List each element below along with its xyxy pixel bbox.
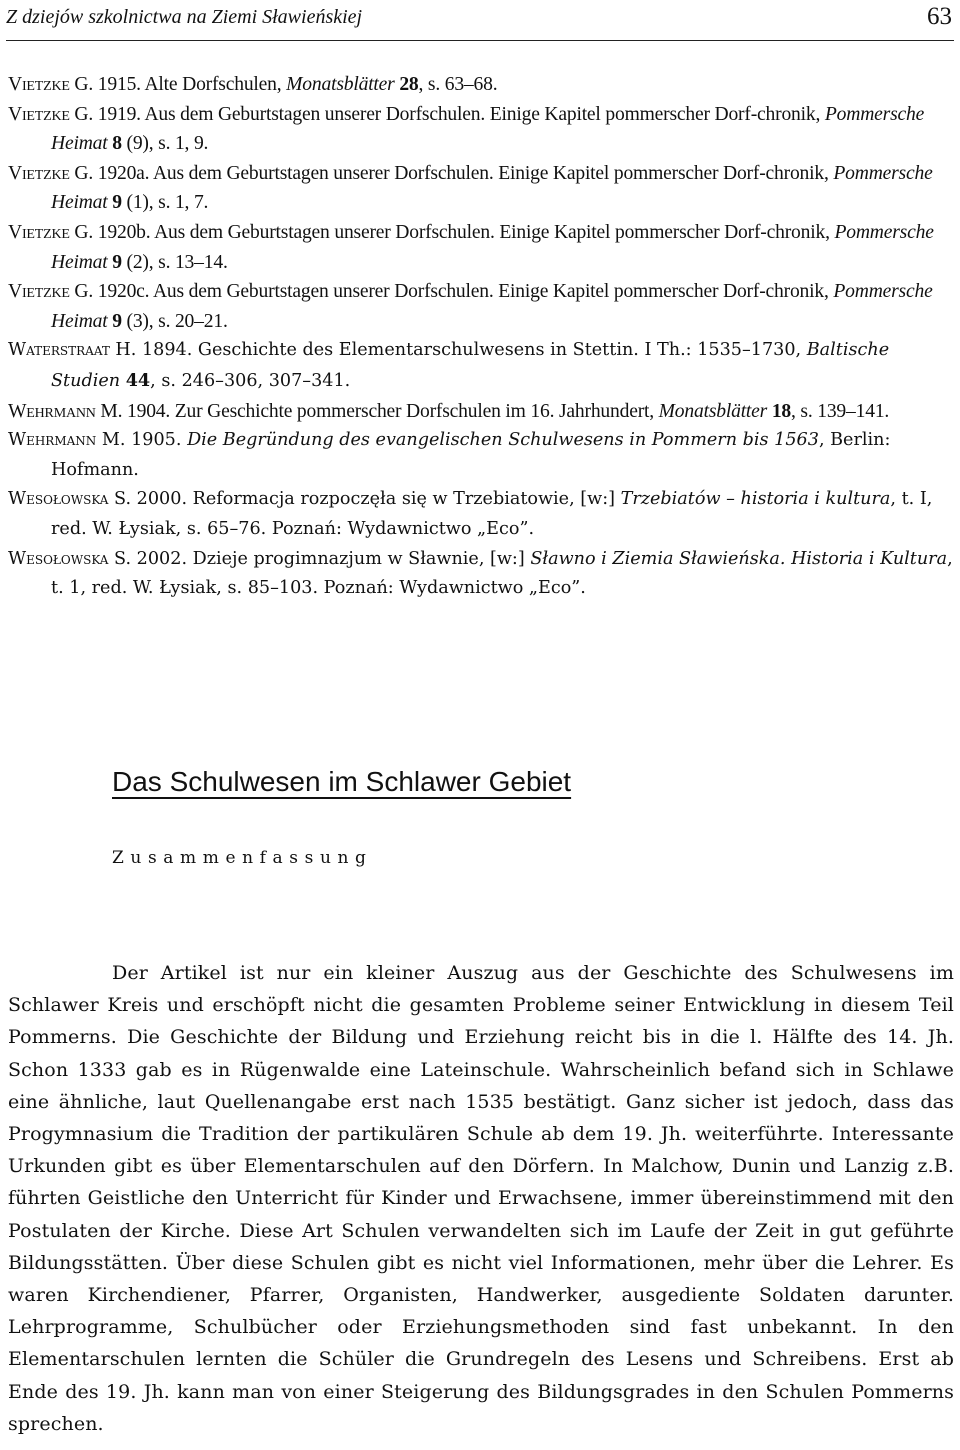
author-name: Vietzke: [8, 162, 70, 184]
reference-text: S. 2000. Reformacja rozpoczęła się w Trzebiatowie, [w:]: [108, 489, 621, 510]
volume-number: 44: [125, 369, 151, 391]
publication-title: Pommersche Heimat: [51, 103, 925, 155]
bibliography-entry: [8, 426, 956, 485]
bibliography-entry: [8, 70, 956, 100]
author-name: Waterstraat: [8, 340, 110, 361]
author-name: Wehrmann: [8, 430, 97, 451]
publication-title: Die Begründung des evangelischen Schulwesens in Pommern bis 1563: [187, 430, 819, 451]
author-name: Vietzke: [8, 103, 70, 125]
reference-text: , t. 1, red. W. Łysiak, s. 85–103. Poznań: Wydawnictwo „Eco”.: [51, 548, 953, 599]
reference-text: , s. 63–68.: [418, 74, 498, 95]
volume-number: 9: [112, 251, 122, 273]
volume-number: 9: [112, 310, 122, 332]
reference-text: S. 2002. Dzieje progimnazjum w Sławnie, [w:]: [108, 548, 531, 569]
volume-number: 9: [112, 192, 122, 214]
reference-text: , t. I, red. W. Łysiak, s. 65–76. Poznań: Wydawnictwo „Eco”.: [51, 489, 933, 539]
bibliography-entry: [8, 277, 956, 336]
publication-title: Monatsblätter: [658, 400, 768, 422]
section-title: Das Schulwesen im Schlawer Gebiet: [112, 766, 572, 797]
publication-title: Baltische Studien: [51, 340, 890, 391]
publication-title: Pommersche Heimat: [51, 221, 934, 273]
author-name: Wesołowska: [8, 489, 109, 510]
bibliography-entry: [8, 485, 956, 544]
publication-title: Trzebiatów – historia i kultura: [620, 489, 891, 510]
reference-text: (2), s. 13–14.: [121, 251, 228, 273]
reference-text: (9), s. 1, 9.: [121, 133, 209, 155]
author-name: Wesołowska: [8, 548, 109, 569]
reference-text: G. 1920a. Aus dem Geburtstagen unserer Dorfschulen. Einige Kapitel pommerscher Dorf-chronik,: [69, 162, 834, 184]
publication-title: Pommersche Heimat: [51, 162, 933, 214]
bibliography-entry: [8, 545, 956, 604]
author-name: Vietzke: [8, 281, 70, 303]
reference-text: , Berlin: Hofmann.: [51, 430, 891, 480]
publication-title: Sławno i Ziemia Sławieńska. Historia i Kultura: [530, 548, 948, 569]
reference-text: , s. 139–141.: [791, 400, 890, 422]
author-name: Wehrmann: [8, 400, 96, 422]
reference-text: M. 1904. Zur Geschichte pommerscher Dorfschulen im 16. Jahrhundert,: [95, 400, 659, 422]
bibliography-entry: [8, 218, 956, 277]
reference-text: G. 1920b. Aus dem Geburtstagen unserer Dorfschulen. Einige Kapitel pommerscher Dorf-chronik,: [69, 221, 835, 243]
section-subtitle: Zusammenfassung: [112, 848, 373, 868]
bibliography-list: [8, 70, 956, 604]
reference-text: G. 1919. Aus dem Geburtstagen unserer Dorfschulen. Einige Kapitel pommerscher Dorf-chronik,: [69, 103, 825, 125]
reference-text: H. 1894. Geschichte des Elementarschulwesens in Stettin. I Th.: 1535–1730,: [109, 340, 807, 361]
bibliography-entry: [8, 100, 956, 159]
reference-text: (3), s. 20–21.: [121, 310, 228, 332]
author-name: Vietzke: [8, 221, 70, 243]
volume-number: 28: [399, 74, 419, 95]
bibliography-entry: [8, 336, 956, 396]
reference-text: G. 1920c. Aus dem Geburtstagen unserer Dorfschulen. Einige Kapitel pommerscher Dorf-chronik,: [69, 281, 834, 303]
summary-paragraph: Der Artikel ist nur ein kleiner Auszug aus der Geschichte des Schulwesens im Schlawer Kreis und erschöpft nicht die gesamten Probleme seiner Entwicklung in diesem Teil Pommerns. Die Geschichte der Bildung und Erziehung reicht bis in die l. Hälfte des 14. Jh. Schon 1333 gab es in Rügenwalde eine Lateinschule. Wahrscheinlich befand sich in Schlawe eine ähnliche, laut Quellenangabe erst nach 1535 bestätigt. Ganz sicher ist jedoch, dass das Progymnasium die Tradition der partikulären Schule ab dem 19. Jh. weiterführte. Interessante Urkunden gibt es über Elementarschulen auf den Dörfern. In Malchow, Dunin und Lanzig z.B. führten Geistliche den Unterricht für Kinder und Erwachsene, immer übereinstimmend mit den Postulaten der Kirche. Diese Art Schulen verwandelten sich im Laufe der Zeit in gut geführte Bildungsstätten. Über diese Schulen gibt es nicht viel Informationen, mehr über die Lehrer. Es waren Kirchendiener, Pfarrer, Organisten, Handwerker, ausgediente Soldaten darunter. Lehrprogramme, Schulbücher oder Erziehungsmethoden sind fast unbekannt. In den Elementarschulen lernten die Schüler die Grundregeln des Lesens und Schreibens. Erst ab Ende des 19. Jh. kann man von einer Steigerung des Bildungsgrades in den Schulen Pommerns sprechen.: [8, 962, 954, 1435]
page-number: 63: [927, 3, 952, 30]
publication-title: Monatsblätter: [286, 74, 395, 95]
bibliography-entry: [8, 397, 956, 427]
reference-text: (1), s. 1, 7.: [121, 192, 209, 214]
reference-text: M. 1905.: [96, 430, 188, 451]
running-title: Z dziejów szkolnictwa na Ziemi Sławieńskiej: [6, 6, 363, 28]
author-name: Vietzke: [8, 74, 70, 95]
running-header: [6, 0, 954, 41]
bibliography-entry: [8, 159, 956, 218]
volume-number: 18: [771, 400, 792, 422]
publication-title: Pommersche Heimat: [51, 281, 933, 332]
volume-number: 8: [112, 133, 122, 155]
reference-text: G. 1915. Alte Dorfschulen,: [69, 74, 287, 95]
reference-text: , s. 246–306, 307–341.: [150, 370, 351, 391]
